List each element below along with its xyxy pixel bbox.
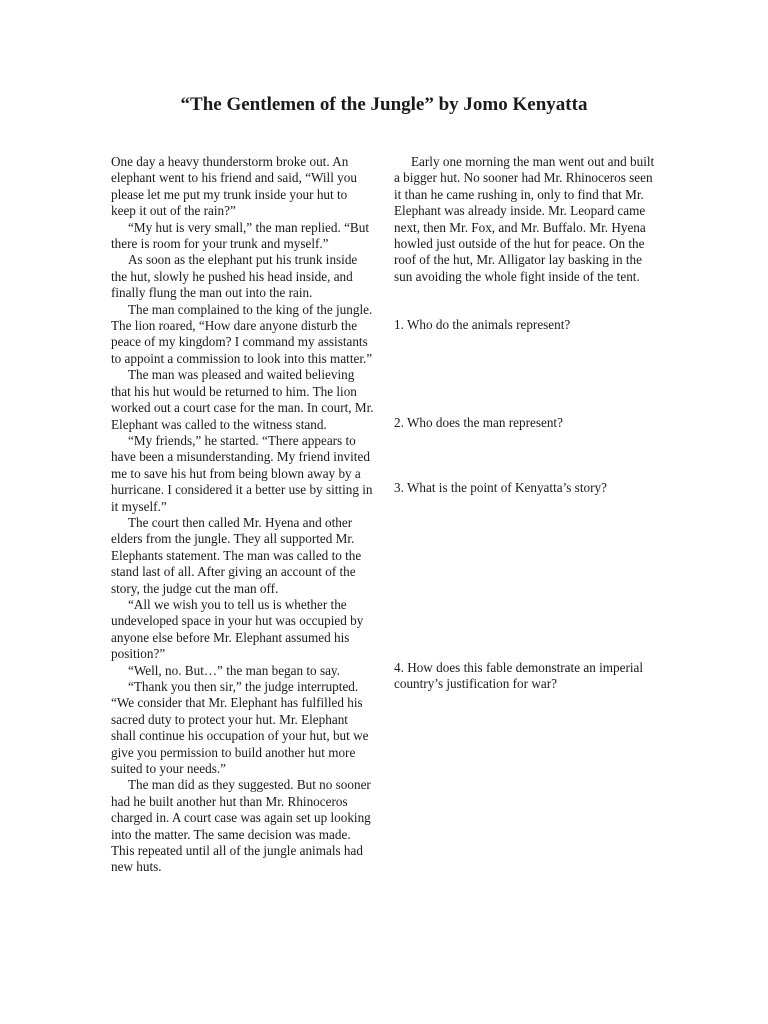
- story-paragraph: “My hut is very small,” the man replied. “But there is room for your trunk and myself.”: [111, 219, 369, 252]
- question-1: 1. Who do the animals represent?: [394, 317, 571, 332]
- story-paragraph: As soon as the elephant put his trunk inside the hut, slowly he pushed his head inside, and finally flung the man out into the rain.: [111, 252, 358, 301]
- story-paragraph: One day a heavy thunderstorm broke out. An elephant went to his friend and said, “Will you please let me put my trunk inside your hut to keep it out of the rain?”: [111, 154, 357, 219]
- story-paragraph: “Thank you then sir,” the judge interrupted. “We consider that Mr. Elephant has fulfilled his sacred duty to protect your hut. Mr. Elephant shall continue his occupation of your hut, but we give you permission to build another hut more suited to your needs.”: [111, 679, 369, 777]
- story-paragraph: The court then called Mr. Hyena and other elders from the jungle. They all supported Mr. Elephants statement. The man was called to the stand last of all. After giving an account of the story, the judge cut the man off.: [111, 514, 362, 596]
- story-paragraph: Early one morning the man went out and built a bigger hut. No sooner had Mr. Rhinoceros seen it than he came rushing in, only to find that Mr. Elephant was already inside. Mr. Leopard came next, then Mr. Fox, and Mr. Buffalo. Mr. Hyena howled just outside of the hut for peace. On the roof of the hut, Mr. Alligator lay basking in the sun avoiding the whole fight inside of the tent.: [394, 154, 655, 284]
- story-paragraph: The man complained to the king of the jungle. The lion roared, “How dare anyone disturb the peace of my kingdom? I command my assistants to appoint a commission to look into this matter.”: [111, 301, 373, 366]
- story-paragraph: “Well, no. But…” the man began to say.: [128, 662, 340, 678]
- story-paragraph: The man did as they suggested. But no sooner had he built another hut than Mr. Rhinoceros charged in. A court case was again set up looking into the matter. The same decision was made. This repeated until all of the jungle animals had new huts.: [111, 777, 371, 875]
- story-paragraph: “My friends,” he started. “There appears to have been a misunderstanding. My friend invited me to save his hut from being blown away by a hurricane. I considered it a better use by sitting in it myself.”: [111, 432, 373, 514]
- story-paragraph: The man was pleased and waited believing that his hut would be returned to him. The lion worked out a court case for the man. In court, Mr. Elephant was called to the witness stand.: [111, 367, 374, 432]
- question-3: 3. What is the point of Kenyatta’s story?: [394, 480, 607, 495]
- question-2: 2. Who does the man represent?: [394, 415, 563, 430]
- story-left-column: [111, 154, 374, 876]
- story-right-column: [394, 154, 659, 285]
- story-paragraph: “All we wish you to tell us is whether the undeveloped space in your hut was occupied by anyone else before Mr. Elephant assumed his position?”: [111, 596, 364, 662]
- page-title: “The Gentlemen of the Jungle” by Jomo Kenyatta: [180, 94, 588, 115]
- question-4: 4. How does this fable demonstrate an imperial country’s justification for war?: [394, 660, 644, 692]
